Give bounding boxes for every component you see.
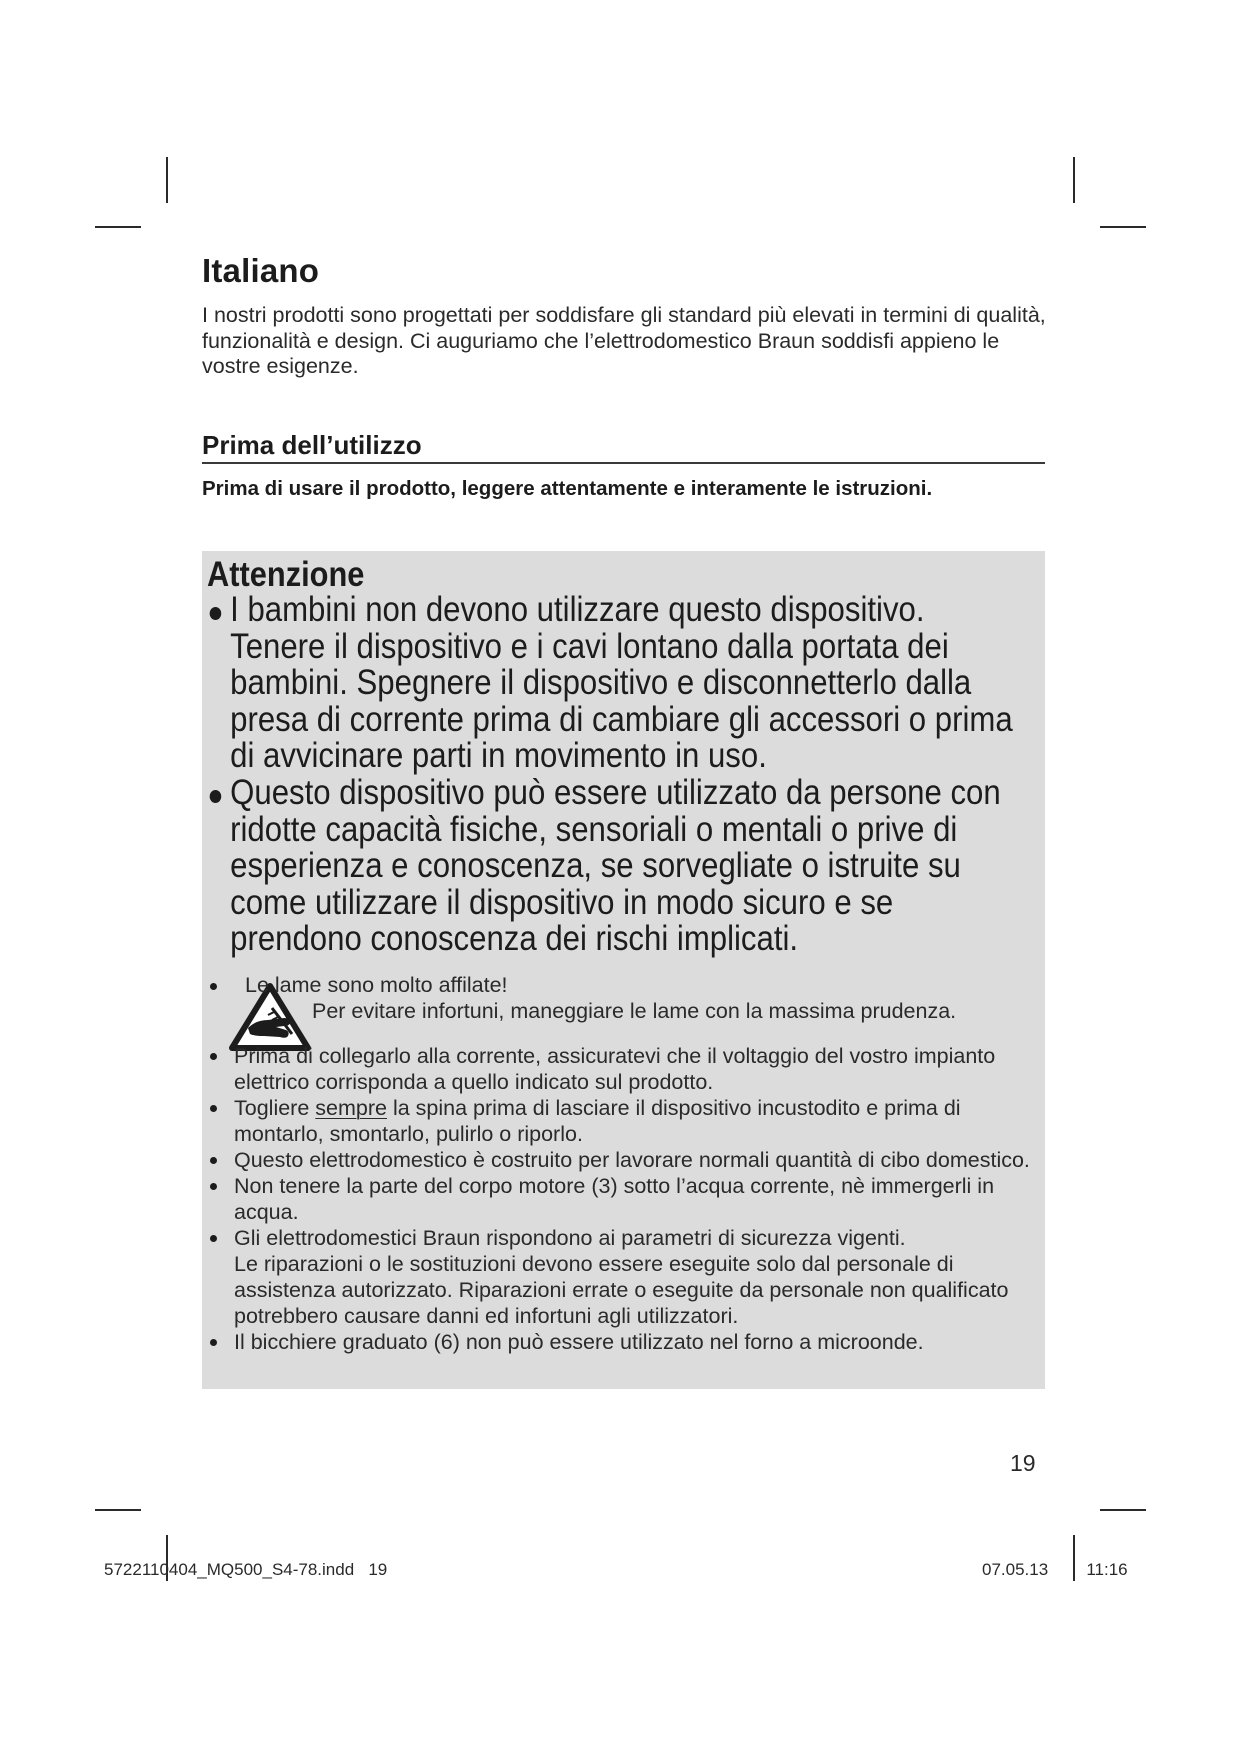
- section-divider: [202, 462, 1045, 464]
- unplug-text-end: la spina prima di lasciare il dispositivo incustodito e prima di montarlo, smontarlo, pulirlo o riporlo.: [234, 1096, 961, 1146]
- section-lead: Prima di usare il prodotto, leggere attentamente e interamente le istruzioni.: [202, 477, 933, 500]
- blade-warning-line-2: Per evitare infortuni, maneggiare le lame con la massima prudenza.: [312, 999, 957, 1023]
- warning-major-item: Questo dispositivo può essere utilizzato da persone con ridotte capacità fisiche, sensoriali o mentali o prive di esperienza e conoscenza, se sorvegliate o istruite su come utilizzare il dispositivo in modo sicuro e se prendono conoscenza dei rischi implicati.: [207, 775, 1026, 958]
- page-title: Italiano: [202, 252, 320, 289]
- page-number: 19: [1010, 1450, 1036, 1476]
- footer-date-time: 07.05.13 11:16: [982, 1560, 1128, 1579]
- crop-mark-top-right-horizontal: [1100, 226, 1146, 228]
- warning-item-water: Non tenere la parte del corpo motore (3) sotto l’acqua corrente, nè immergerli in acqua.: [210, 1173, 1040, 1225]
- section-title: Prima dell’utilizzo: [202, 430, 422, 460]
- bullet: [210, 983, 217, 990]
- unplug-emphasis: sempre: [315, 1096, 387, 1120]
- warning-detail-list: [210, 1043, 1040, 1355]
- warning-major-list: [207, 592, 1026, 958]
- crop-mark-top-left-horizontal: [95, 226, 141, 228]
- safety-line-1: Gli elettrodomestici Braun rispondono ai parametri di sicurezza vigenti.: [234, 1226, 906, 1250]
- crop-mark-bottom-right-horizontal: [1100, 1509, 1146, 1511]
- warning-item-voltage: Prima di collegarlo alla corrente, assicuratevi che il voltaggio del vostro impianto elettrico corrisponda a quello indicato sul prodotto.: [210, 1043, 1040, 1095]
- unplug-text-start: Togliere: [234, 1096, 310, 1120]
- warning-major-item: I bambini non devono utilizzare questo dispositivo. Tenere il dispositivo e i cavi lontano dalla portata dei bambini. Spegnere il dispositivo e disconnetterlo dalla presa di corrente prima di cambiare gli accessori o prima di avvicinare parti in movimento in uso.: [207, 592, 1026, 775]
- intro-paragraph: I nostri prodotti sono progettati per soddisfare gli standard più elevati in termini di qualità, funzionalità e design. Ci auguriamo che l’elettrodomestico Braun soddisfi appieno le vostre esigenze.: [202, 303, 1046, 378]
- footer-file-slug: 5722110404_MQ500_S4-78.indd 19: [104, 1560, 388, 1579]
- warning-item-unplug: [210, 1095, 1040, 1147]
- blade-warning: [210, 972, 1040, 1044]
- crop-mark-top-left-vertical: [166, 157, 168, 203]
- warning-item-household: Questo elettrodomestico è costruito per lavorare normali quantità di cibo domestico.: [210, 1147, 1040, 1173]
- crop-mark-bottom-left-horizontal: [95, 1509, 141, 1511]
- warning-item-microwave: Il bicchiere graduato (6) non può essere utilizzato nel forno a microonde.: [210, 1329, 1040, 1355]
- blade-warning-line-1: Le lame sono molto affilate!: [245, 973, 508, 997]
- safety-line-rest: Le riparazioni o le sostituzioni devono essere eseguite solo dal personale di assistenza autorizzato. Riparazioni errate o eseguite da personale non qualificato potrebbero causare danni ed infortuni agli utilizzatori.: [234, 1252, 1009, 1328]
- crop-mark-top-right-vertical: [1073, 157, 1075, 203]
- warning-heading: Attenzione: [207, 555, 365, 594]
- warning-item-safety: [210, 1225, 1040, 1329]
